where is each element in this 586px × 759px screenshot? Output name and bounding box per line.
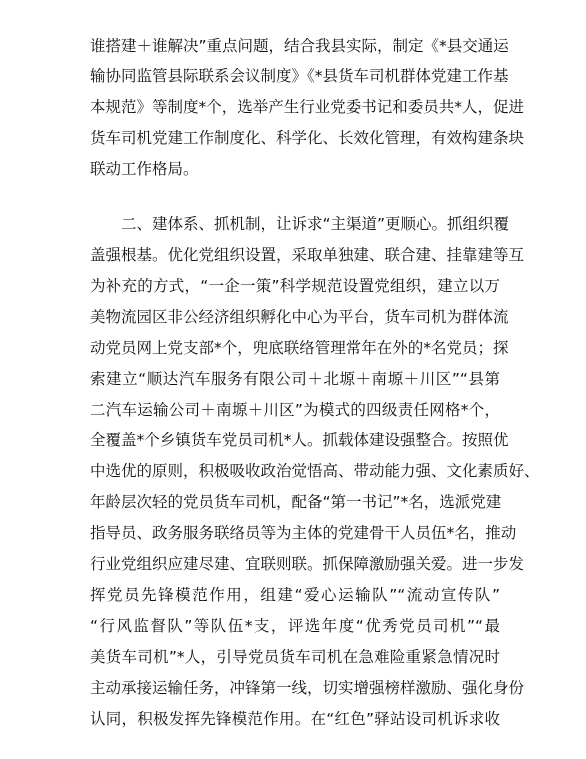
text-line: 输协同监管县际联系会议制度》《*县货车司机群体党建工作基 <box>90 67 509 85</box>
text-line: 全覆盖*个乡镇货车党员司机*人。抓载体建设强整合。按照优 <box>90 431 509 449</box>
text-line: 动党员网上党支部*个，兜底联络管理常年在外的*名党员；探 <box>90 339 509 357</box>
text-line: 美货车司机”*人，引导党员货车司机在急难险重紧急情况时 <box>90 648 500 666</box>
text-line: 二汽车运输公司＋南塬＋川区”为模式的四级责任网格*个， <box>90 401 500 419</box>
text-line: 盖强根基。优化党组织设置，采取单独建、联合建、挂靠建等互 <box>90 246 525 264</box>
text-line: 指导员、政务服务联络员等为主体的党建骨干人员伍*名，推动 <box>90 524 517 542</box>
text-line: 货车司机党建工作制度化、科学化、长效化管理，有效构建条块 <box>90 129 525 147</box>
section-heading-line: 二、建体系、抓机制，让诉求“主渠道”更顺心。抓组织覆 <box>121 215 510 233</box>
text-line: 主动承接运输任务，冲锋第一线，切实增强榜样激励、强化身份 <box>90 679 525 697</box>
text-line: 联动工作格局。 <box>90 160 199 178</box>
text-line: 谁搭建＋谁解决”重点问题，结合我县实际，制定《*县交通运 <box>90 37 509 55</box>
text-line: 行业党组织应建尽建、宜联则联。抓保障激励强关爱。进一步发 <box>90 555 525 573</box>
text-line: “行风监督队”等队伍*支，评选年度“优秀党员司机”“最 <box>90 617 500 635</box>
text-line: 本规范》等制度*个，选举产生行业党委书记和委员共*人，促进 <box>90 98 525 116</box>
text-line: 美物流园区非公经济组织孵化中心为平台，货车司机为群体流 <box>90 308 509 326</box>
text-line: 年龄层次轻的党员货车司机，配备“第一书记”*名，选派党建 <box>90 493 502 511</box>
text-line: 挥党员先锋模范作用，组建“爱心运输队”“流动宣传队” <box>90 586 500 604</box>
text-line: 索建立“顺达汽车服务有限公司＋北塬＋南塬＋川区”“县第 <box>90 370 500 388</box>
text-line: 为补充的方式，“一企一策”科学规范设置党组织，建立以万 <box>90 277 500 295</box>
text-line: 中选优的原则，积极吸收政治觉悟高、带动能力强、文化素质好、 <box>90 462 540 480</box>
text-line: 认同，积极发挥先锋模范作用。在“红色”驿站设司机诉求收 <box>90 710 500 728</box>
